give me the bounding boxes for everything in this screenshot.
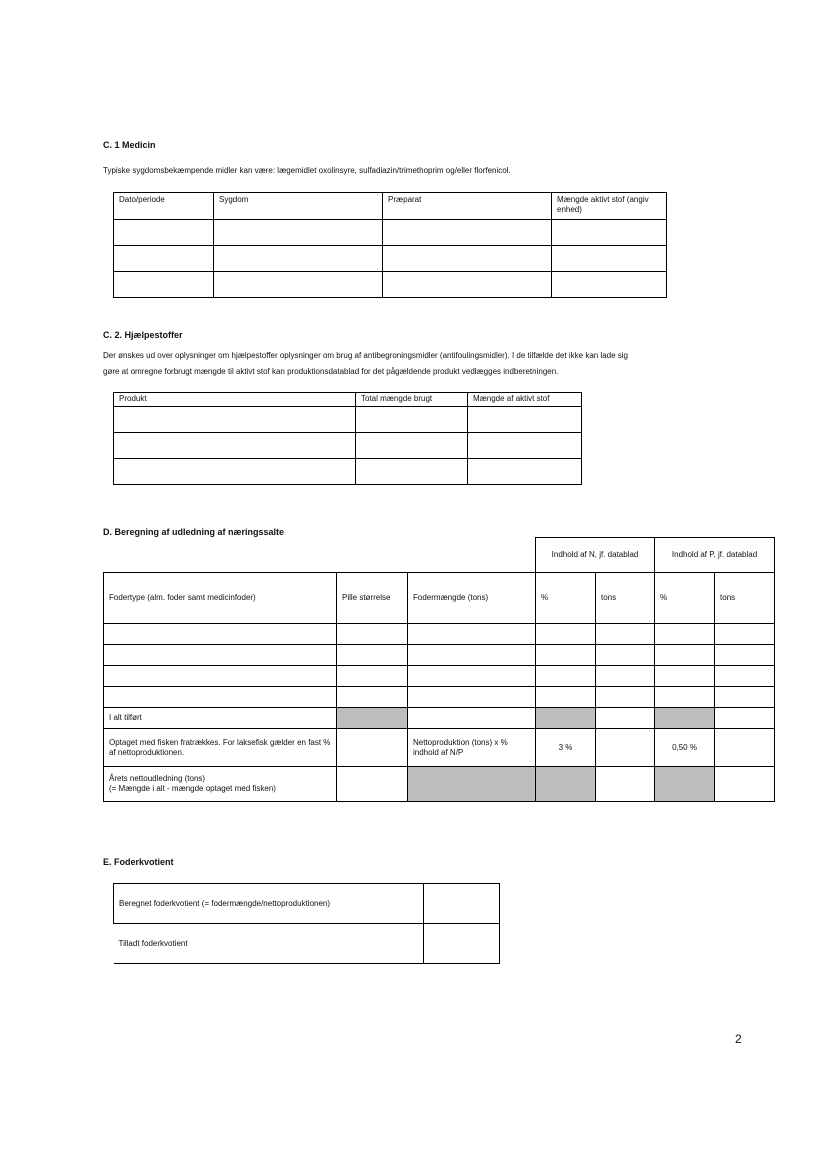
c2-cell[interactable] bbox=[114, 459, 356, 485]
c1-heading: C. 1 Medicin bbox=[103, 140, 156, 150]
c1-cell[interactable] bbox=[552, 272, 667, 298]
c2-header-active: Mængde af aktivt stof bbox=[468, 393, 582, 407]
d-cell[interactable] bbox=[596, 708, 655, 729]
d-cell[interactable] bbox=[536, 624, 596, 645]
d-cell[interactable] bbox=[715, 767, 775, 802]
d-cell[interactable] bbox=[104, 645, 337, 666]
d-grey-cell bbox=[408, 767, 536, 802]
d-cell[interactable] bbox=[655, 666, 715, 687]
d-header-p-pct: % bbox=[655, 573, 715, 624]
d-cell[interactable] bbox=[408, 624, 536, 645]
d-cell[interactable] bbox=[596, 687, 655, 708]
d-cell[interactable] bbox=[715, 687, 775, 708]
c2-heading: C. 2. Hjælpestoffer bbox=[103, 330, 183, 340]
c1-cell[interactable] bbox=[552, 246, 667, 272]
d-cell[interactable] bbox=[104, 687, 337, 708]
e-row2-value[interactable] bbox=[424, 924, 500, 964]
c2-header-total: Total mængde brugt bbox=[356, 393, 468, 407]
d-fish-p-pct: 0,50 % bbox=[655, 729, 715, 767]
c1-intro: Typiske sygdomsbekæmpende midler kan være: lægemidlet oxolinsyre, sulfadiazin/trimethoprim og/eller florfenicol. bbox=[103, 166, 511, 175]
d-cell[interactable] bbox=[596, 624, 655, 645]
d-cell[interactable] bbox=[655, 687, 715, 708]
d-cell[interactable] bbox=[655, 645, 715, 666]
d-cell[interactable] bbox=[596, 666, 655, 687]
d-cell[interactable] bbox=[715, 729, 775, 767]
d-cell[interactable] bbox=[596, 767, 655, 802]
c1-cell[interactable] bbox=[114, 246, 214, 272]
d-cell[interactable] bbox=[408, 645, 536, 666]
d-total-label: I alt tilført bbox=[104, 708, 337, 729]
d-cell[interactable] bbox=[337, 767, 408, 802]
c2-intro-line2: gøre at omregne forbrugt mængde til aktivt stof kan produktionsdatablad for det pågældende produkt vedlægges indberetningen. bbox=[103, 367, 559, 376]
d-cell[interactable] bbox=[408, 708, 536, 729]
d-header-feedamount: Fodermængde (tons) bbox=[408, 573, 536, 624]
d-cell[interactable] bbox=[337, 729, 408, 767]
c1-cell[interactable] bbox=[214, 220, 383, 246]
d-grey-cell bbox=[655, 708, 715, 729]
d-group-p: Indhold af P, jf. datablad bbox=[655, 538, 775, 573]
c1-cell[interactable] bbox=[552, 220, 667, 246]
d-header-p-tons: tons bbox=[715, 573, 775, 624]
c1-table bbox=[113, 192, 667, 298]
c1-cell[interactable] bbox=[114, 272, 214, 298]
c1-cell[interactable] bbox=[383, 272, 552, 298]
d-cell[interactable] bbox=[715, 624, 775, 645]
d-fish-n-pct: 3 % bbox=[536, 729, 596, 767]
d-grey-cell bbox=[536, 767, 596, 802]
d-grey-cell bbox=[655, 767, 715, 802]
d-cell[interactable] bbox=[536, 666, 596, 687]
page-number: 2 bbox=[735, 1032, 742, 1046]
e-row1-value[interactable] bbox=[424, 884, 500, 924]
d-cell[interactable] bbox=[337, 624, 408, 645]
d-cell[interactable] bbox=[655, 624, 715, 645]
c2-cell[interactable] bbox=[356, 433, 468, 459]
d-cell[interactable] bbox=[536, 645, 596, 666]
c1-cell[interactable] bbox=[383, 246, 552, 272]
c2-cell[interactable] bbox=[468, 407, 582, 433]
d-net-label bbox=[104, 767, 337, 802]
c1-header-preparation: Præparat bbox=[383, 193, 552, 220]
d-cell[interactable] bbox=[715, 666, 775, 687]
c1-header-amount: Mængde aktivt stof (angiv enhed) bbox=[552, 193, 667, 220]
c1-cell[interactable] bbox=[383, 220, 552, 246]
e-heading: E. Foderkvotient bbox=[103, 857, 174, 867]
c1-cell[interactable] bbox=[214, 246, 383, 272]
c2-header-product: Produkt bbox=[114, 393, 356, 407]
d-cell[interactable] bbox=[337, 645, 408, 666]
e-row1-label: Beregnet foderkvotient (= fodermængde/nettoproduktionen) bbox=[114, 884, 424, 924]
d-header-pellet: Pille størrelse bbox=[337, 573, 408, 624]
d-cell[interactable] bbox=[596, 645, 655, 666]
c2-cell[interactable] bbox=[356, 459, 468, 485]
c2-cell[interactable] bbox=[114, 433, 356, 459]
d-net-label-line2: (= Mængde i alt - mængde optaget med fisken) bbox=[109, 784, 276, 793]
c1-cell[interactable] bbox=[114, 220, 214, 246]
d-cell[interactable] bbox=[536, 687, 596, 708]
d-grey-cell bbox=[536, 708, 596, 729]
d-cell[interactable] bbox=[337, 666, 408, 687]
d-cell[interactable] bbox=[104, 666, 337, 687]
c2-cell[interactable] bbox=[468, 459, 582, 485]
d-header-n-pct: % bbox=[536, 573, 596, 624]
c1-header-disease: Sygdom bbox=[214, 193, 383, 220]
d-group-n: Indhold af N, jf. datablad bbox=[536, 538, 655, 573]
c1-header-date: Dato/periode bbox=[114, 193, 214, 220]
d-fish-label: Optaget med fisken fratrækkes. For laksefisk gælder en fast % af nettoproduktionen. bbox=[104, 729, 337, 767]
d-cell[interactable] bbox=[408, 666, 536, 687]
d-heading: D. Beregning af udledning af næringssalte bbox=[103, 527, 285, 537]
c2-table bbox=[113, 392, 582, 485]
d-net-label-line1: Årets nettoudledning (tons) bbox=[109, 774, 206, 783]
c2-cell[interactable] bbox=[468, 433, 582, 459]
e-row2-label: Tilladt foderkvotient bbox=[114, 924, 424, 964]
d-cell[interactable] bbox=[596, 729, 655, 767]
c1-cell[interactable] bbox=[214, 272, 383, 298]
e-table bbox=[113, 883, 500, 964]
c2-intro-line1: Der ønskes ud over oplysninger om hjælpestoffer oplysninger om brug af antibegroningsmidler (antifoulingsmidler). I de tilfælde det ikke kan lade sig bbox=[103, 351, 629, 360]
d-cell[interactable] bbox=[337, 687, 408, 708]
d-cell[interactable] bbox=[408, 687, 536, 708]
d-fish-formula: Nettoproduktion (tons) x % indhold af N/P bbox=[408, 729, 536, 767]
d-header-n-tons: tons bbox=[596, 573, 655, 624]
d-cell[interactable] bbox=[715, 645, 775, 666]
d-cell[interactable] bbox=[715, 708, 775, 729]
c2-cell[interactable] bbox=[114, 407, 356, 433]
d-header-feedtype: Fodertype (alm. foder samt medicinfoder) bbox=[104, 573, 337, 624]
d-grey-cell bbox=[337, 708, 408, 729]
c2-cell[interactable] bbox=[356, 407, 468, 433]
d-cell[interactable] bbox=[104, 624, 337, 645]
d-table bbox=[103, 537, 775, 802]
